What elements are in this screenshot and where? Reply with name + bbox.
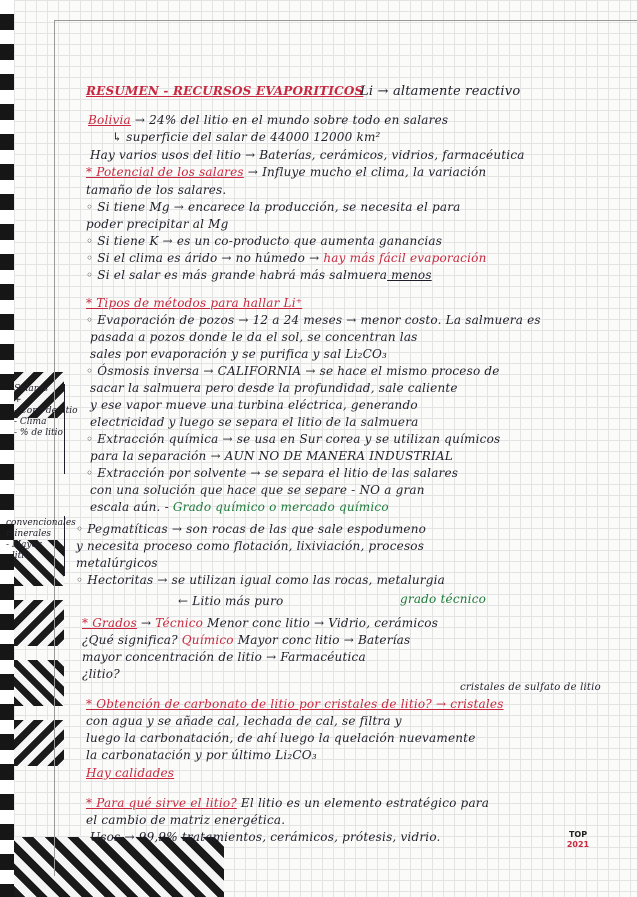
note-text: Hay calidades [86,766,175,780]
note-line [82,633,410,647]
note-text: ◦ Si el clima es árido → no húmedo → [86,251,324,265]
note-text: → [136,616,156,630]
note-line [86,183,226,197]
note-text: tamaño de los salares. [86,183,227,197]
note-text: Menor conc litio → Vidrio, cerámicos [203,616,439,630]
note-text: menos [387,268,432,282]
note-text: * Obtención de carbonato de litio por cristales de litio? → cristales [86,697,504,711]
note-line [90,483,425,497]
note-text: el cambio de matriz energética. [86,813,286,827]
note-line [90,381,458,395]
note-text: * Para qué sirve el litio? [86,796,237,810]
note-line [90,449,453,463]
note-line [90,415,419,429]
note-line [90,398,418,412]
note-text: electricidad y luego se separa el litio de la salmuera [90,415,419,429]
note-line [90,330,418,344]
note-text: → Influye mucho el clima, la variación [243,165,487,179]
note-text: Químico [181,633,234,647]
note-text: ◦ Si tiene K → es un co-producto que aumenta ganancias [86,234,443,248]
note-text: escala aún. - [90,500,173,514]
note-text: cristales de sulfato de litio [460,682,601,693]
note-line [90,347,387,361]
note-line [86,313,541,327]
note-text: poder precipitar al Mg [86,217,229,231]
title-note: Li → altamente reactivo [360,84,521,99]
note-text: ◦ Hectoritas → se utilizan igual como las rocas, metalurgia [76,573,446,587]
note-text: con una solución que hace que se separe - NO a gran [90,483,425,497]
note-text: grado técnico [400,592,487,606]
note-text: para la separación → AUN NO DE MANERA INDUSTRIAL [90,449,453,463]
note-text: → 24% del litio en el mundo sobre todo en salares [130,113,449,127]
note-line [82,667,120,681]
note-line [86,217,229,231]
note-line [76,573,445,587]
note-text: la carbonatación y por último Li₂CO₃ [86,748,317,762]
note-text: ◦ Pegmatíticas → son rocas de las que sale espodumeno [76,522,427,536]
notebook-spiral [0,0,14,897]
note-line [90,500,389,514]
note-text: y ese vapor mueve una turbina eléctrica, generando [90,398,418,412]
note-line [86,200,461,214]
side-note-minerales: convencionales minerales - Mayor - litio [6,518,76,561]
note-line [112,130,381,144]
note-line [86,466,458,480]
note-text: ◦ Ósmosis inversa → CALIFORNIA → se hace el mismo proceso de [86,364,500,378]
note-text: Grado químico o mercado químico [172,500,389,514]
note-text: ◦ Si el salar es más grande habrá más salmuera [86,268,388,282]
note-text: metalúrgicos [76,556,158,570]
note-line [86,748,317,762]
note-text: ◦ Si tiene Mg → encarece la producción, se necesita el para [86,200,461,214]
note-line [90,830,441,844]
note-line [86,714,402,728]
side-note-salares: Salares + - Conc de litio - Clima - % de litio [14,384,78,438]
note-text: hay más fácil evaporación [323,251,487,265]
note-text: mayor concentración de litio → Farmacéutica [82,650,366,664]
note-line [460,682,601,693]
note-line [86,697,504,711]
note-line [82,616,438,630]
note-text: * Tipos de métodos para hallar Li⁺ [86,296,303,310]
note-text: pasada a pozos donde le da el sol, se concentran las [90,330,418,344]
note-line [400,592,486,606]
note-text: sales por evaporación y se purifica y sal Li₂CO₃ [90,347,388,361]
note-line [76,556,158,570]
note-line [86,296,302,310]
note-text: ¿litio? [82,667,120,681]
note-line [76,539,424,553]
note-text: ¿Qué significa? [82,633,182,647]
note-line [86,796,489,810]
note-line [86,432,500,446]
note-text: Hay varios usos del litio → Baterías, cerámicos, vidrios, farmacéutica [90,148,525,162]
note-line [90,148,525,162]
note-text: El litio es un elemento estratégico para [236,796,490,810]
note-line [178,594,283,608]
note-text: y necesita proceso como flotación, lixiviación, procesos [76,539,425,553]
note-text: ◦ Extracción química → se usa en Sur corea y se utilizan químicos [86,432,501,446]
note-line [86,165,486,179]
note-text: Bolivia [88,113,131,127]
note-text: sacar la salmuera pero desde la profundidad, sale caliente [90,381,458,395]
note-line [76,522,426,536]
note-line [86,268,432,282]
note-text: ← Litio más puro [178,594,284,608]
note-line [88,113,448,127]
note-text: Mayor conc litio → Baterías [233,633,411,647]
note-text: * Grados [82,616,137,630]
note-line [86,364,500,378]
note-text: ◦ Evaporación de pozos → 12 a 24 meses → menor costo. La salmuera es [86,313,541,327]
note-text: ◦ Extracción por solvente → se separa el litio de las salares [86,466,459,480]
note-text: Técnico [155,616,204,630]
note-line [86,813,285,827]
note-line [86,251,487,265]
note-line [86,766,174,780]
brand-logo: TOP 2021 [566,830,590,849]
note-text: * Potencial de los salares [86,165,244,179]
note-text: Usos → 99,9% tratamientos, cerámicos, prótesis, vidrio. [90,830,441,844]
page-title: RESUMEN - RECURSOS EVAPORITICOS [86,84,364,98]
side-bracket [64,516,65,576]
side-bracket [64,384,65,474]
note-line [86,731,476,745]
note-line [82,650,366,664]
note-text: luego la carbonatación, de ahí luego la quelación nuevamente [86,731,476,745]
note-text: ↳ superficie del salar de 44000 12000 km² [112,130,381,144]
note-line [86,234,442,248]
note-text: con agua y se añade cal, lechada de cal, se filtra y [86,714,402,728]
